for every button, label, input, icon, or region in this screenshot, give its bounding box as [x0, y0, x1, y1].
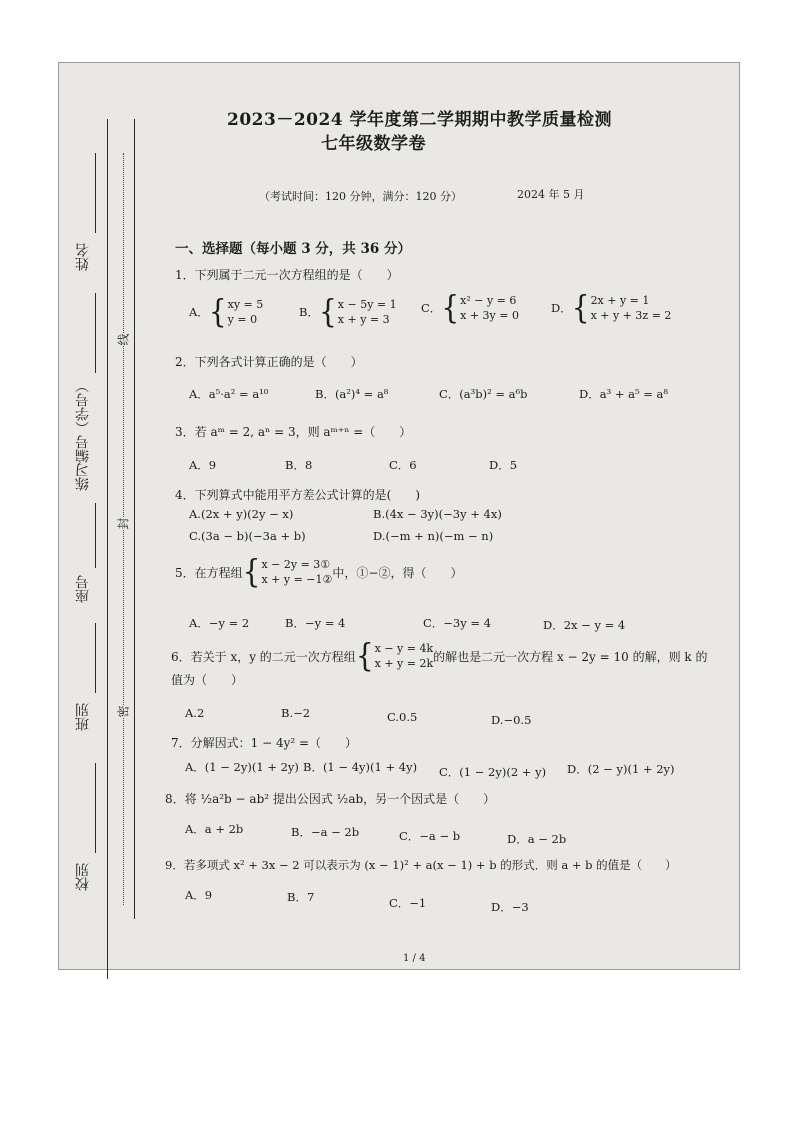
brace-icon: { [571, 288, 590, 327]
question-9-option-c[interactable]: C．−1 [389, 896, 427, 910]
binding-mark-line: 线 [116, 333, 131, 346]
field-class-label: 班别 [75, 703, 91, 731]
field-student-no-label: 练习编号（学号） [75, 379, 91, 491]
page-number: 1 / 4 [403, 953, 426, 964]
field-class-blank [95, 623, 96, 693]
question-7-option-d[interactable]: D．(2 − y)(1 + 2y) [567, 762, 675, 776]
question-2-option-d[interactable]: D．a³ + a⁵ = a⁸ [579, 387, 669, 401]
exam-subtitle: 七年级数学卷 [321, 134, 426, 154]
question-7-option-c[interactable]: C．(1 − 2y)(2 + y) [439, 765, 547, 779]
question-9-option-b[interactable]: B．7 [287, 890, 315, 904]
exam-paper [58, 62, 740, 970]
question-3-option-d[interactable]: D．5 [489, 458, 518, 472]
question-8-stem: 8．将 ½a²b − ab² 提出公因式 ½ab，另一个因式是（ ） [165, 792, 496, 806]
question-3-stem: 3．若 aᵐ = 2, aⁿ = 3，则 aᵐ⁺ⁿ =（ ） [175, 425, 412, 439]
field-student-no-blank [95, 293, 96, 373]
question-4-option-c[interactable]: C.(3a − b)(−3a + b) [189, 529, 306, 543]
brace-icon: { [318, 292, 337, 331]
question-5-option-a[interactable]: A．−y = 2 [189, 616, 250, 630]
field-school-label: 校别 [75, 863, 91, 891]
question-1-option-c[interactable]: C． { x² − y = 6 x + 3y = 0 [421, 288, 519, 327]
brace-icon: { [208, 292, 227, 331]
field-school-blank [95, 763, 96, 853]
question-8-option-a[interactable]: A．a + 2b [185, 822, 244, 836]
question-6-option-d[interactable]: D.−0.5 [491, 713, 532, 727]
question-3-option-c[interactable]: C．6 [389, 458, 417, 472]
question-2-stem: 2．下列各式计算正确的是（ ） [175, 355, 363, 369]
question-1-option-a[interactable]: A． { xy = 5 y = 0 [189, 292, 264, 331]
binding-mark-secret: 密 [116, 705, 131, 718]
section-heading: 一、选择题（每小题 3 分，共 36 分） [175, 241, 411, 257]
question-6-option-c[interactable]: C.0.5 [387, 710, 418, 724]
field-name-blank [95, 153, 96, 233]
binding-mark-seal: 封 [116, 517, 131, 530]
exam-info: （考试时间：120 分钟，满分：120 分） [259, 190, 462, 203]
question-5-option-c[interactable]: C．−3y = 4 [423, 616, 492, 630]
field-name-label: 姓名 [75, 243, 91, 271]
question-2-option-a[interactable]: A．a⁵·a² = a¹⁰ [189, 387, 269, 401]
exam-title: 2023－2024 学年度第二学期期中教学质量检测 [227, 110, 613, 130]
question-2-option-c[interactable]: C．(a³b)² = a⁶b [439, 387, 528, 401]
question-9-option-d[interactable]: D．−3 [491, 900, 529, 914]
question-7-option-b[interactable]: B．(1 − 4y)(1 + 4y) [303, 760, 418, 774]
question-3-option-b[interactable]: B．8 [285, 458, 313, 472]
question-7-stem: 7．分解因式：1 − 4y² =（ ） [171, 736, 358, 750]
question-5-option-b[interactable]: B．−y = 4 [285, 616, 346, 630]
question-1-option-d[interactable]: D． { 2x + y = 1 x + y + 3z = 2 [551, 288, 672, 327]
question-4-option-b[interactable]: B.(4x − 3y)(−3y + 4x) [373, 507, 502, 521]
question-6-option-a[interactable]: A.2 [185, 706, 205, 720]
question-5-option-d[interactable]: D．2x − y = 4 [543, 618, 626, 632]
question-3-option-a[interactable]: A．9 [189, 458, 217, 472]
question-6-stem: 6．若关于 x，y 的二元一次方程组 { x − y = 4k x + y = 2k 的解也是二元一次方程 x − 2y = 10 的解，则 k 的 [171, 636, 708, 675]
field-seat-blank [95, 503, 96, 568]
question-6-option-b[interactable]: B.−2 [281, 706, 311, 720]
question-2-option-b[interactable]: B．(a²)⁴ = a⁸ [315, 387, 389, 401]
sidebar-border-outer [107, 119, 108, 979]
brace-icon: { [355, 636, 374, 675]
brace-icon: { [441, 288, 460, 327]
field-seat-label: 座号 [75, 575, 91, 603]
question-5-stem: 5．在方程组 { x − 2y = 3① x + y = −1② 中，①−②，得（ ） [175, 552, 463, 591]
sidebar-border-inner [134, 119, 135, 919]
question-4-stem: 4．下列算式中能用平方差公式计算的是( ) [175, 488, 420, 502]
question-1-stem: 1．下列属于二元一次方程组的是（ ） [175, 268, 399, 282]
brace-icon: { [242, 552, 261, 591]
question-9-option-a[interactable]: A．9 [185, 888, 213, 902]
question-7-option-a[interactable]: A．(1 − 2y)(1 + 2y) [185, 760, 299, 774]
question-8-option-d[interactable]: D．a − 2b [507, 832, 567, 846]
question-4-option-a[interactable]: A.(2x + y)(2y − x) [189, 507, 294, 521]
exam-date: 2024 年 5 月 [517, 188, 585, 201]
question-8-option-b[interactable]: B．−a − 2b [291, 825, 360, 839]
question-8-option-c[interactable]: C．−a − b [399, 829, 461, 843]
question-9-stem: 9．若多项式 x² + 3x − 2 可以表示为 (x − 1)² + a(x − 1) + b 的形式．则 a + b 的值是（ ） [165, 858, 677, 872]
question-1-option-b[interactable]: B． { x − 5y = 1 x + y = 3 [299, 292, 397, 331]
question-4-option-d[interactable]: D.(−m + n)(−m − n) [373, 529, 494, 543]
question-6-stem-line2: 值为（ ） [171, 673, 244, 687]
